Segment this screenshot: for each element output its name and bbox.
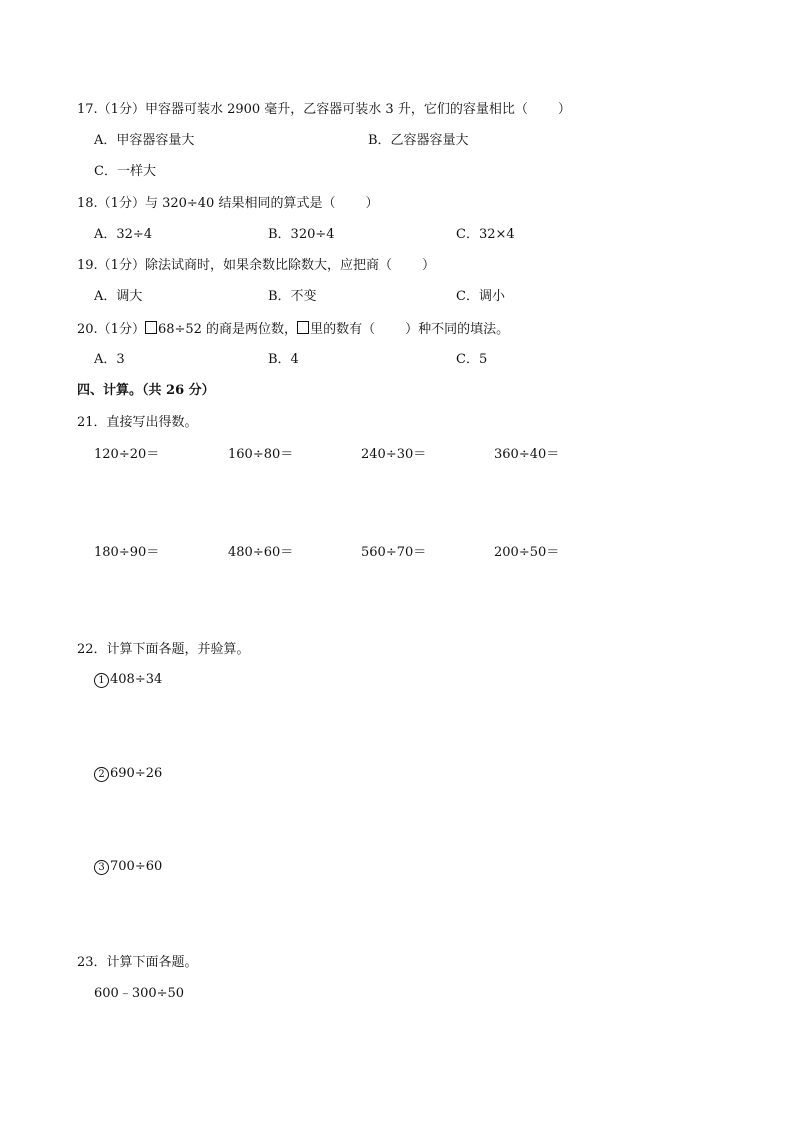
q18-option-a: A．32÷4: [94, 227, 153, 242]
q23-stem: 23．计算下面各题。: [77, 955, 198, 970]
q21-expr: 180÷90＝: [94, 545, 160, 560]
q17-option-c: C．一样大: [94, 164, 156, 179]
q18-option-b: B．320÷4: [268, 227, 335, 242]
q21-stem: 21．直接写出得数。: [77, 415, 198, 430]
q20-option-a: A．3: [94, 352, 125, 367]
q21-expr: 200÷50＝: [494, 545, 560, 560]
q19-option-c: C．调小: [456, 289, 505, 304]
q21-expr: 360÷40＝: [494, 447, 560, 462]
q20-stem: 20.（1分） 68÷52 的商是两位数， 里的数有（ ）种不同的填法。: [77, 322, 510, 337]
section-title: 四、计算。（共 26 分）: [77, 383, 215, 398]
q21-expr: 240÷30＝: [361, 447, 427, 462]
q23-expr: 600﹣300÷50: [94, 986, 185, 1001]
q20-option-c: C．5: [456, 352, 488, 367]
q17-option-b: B．乙容器容量大: [368, 133, 469, 148]
q21-expr: 120÷20＝: [94, 447, 160, 462]
circled-number: 3: [94, 860, 109, 875]
q21-expr: 160÷80＝: [228, 447, 294, 462]
q22-stem: 22．计算下面各题，并验算。: [77, 642, 250, 657]
q19-stem: 19.（1分）除法试商时，如果余数比除数大，应把商（ ）: [77, 258, 435, 273]
q17-option-a: A．甲容器容量大: [94, 133, 195, 148]
q22-item: 2 690÷26: [94, 766, 162, 782]
q21-expr: 480÷60＝: [228, 545, 294, 560]
q22-item: 1 408÷34: [94, 672, 162, 688]
q19-option-b: B．不变: [268, 289, 317, 304]
blank-box: [145, 321, 157, 334]
blank-box: [297, 321, 309, 334]
q22-item: 3 700÷60: [94, 859, 162, 875]
q19-option-a: A．调大: [94, 289, 143, 304]
q20-option-b: B．4: [268, 352, 299, 367]
q18-stem: 18.（1分）与 320÷40 结果相同的算式是（ ）: [77, 196, 379, 211]
circled-number: 1: [94, 673, 109, 688]
circled-number: 2: [94, 767, 109, 782]
q21-expr: 560÷70＝: [361, 545, 427, 560]
q17-stem: 17.（1分）甲容器可装水 2900 毫升，乙容器可装水 3 升，它们的容量相比（ ）: [77, 102, 571, 117]
q18-option-c: C．32×4: [456, 227, 515, 242]
